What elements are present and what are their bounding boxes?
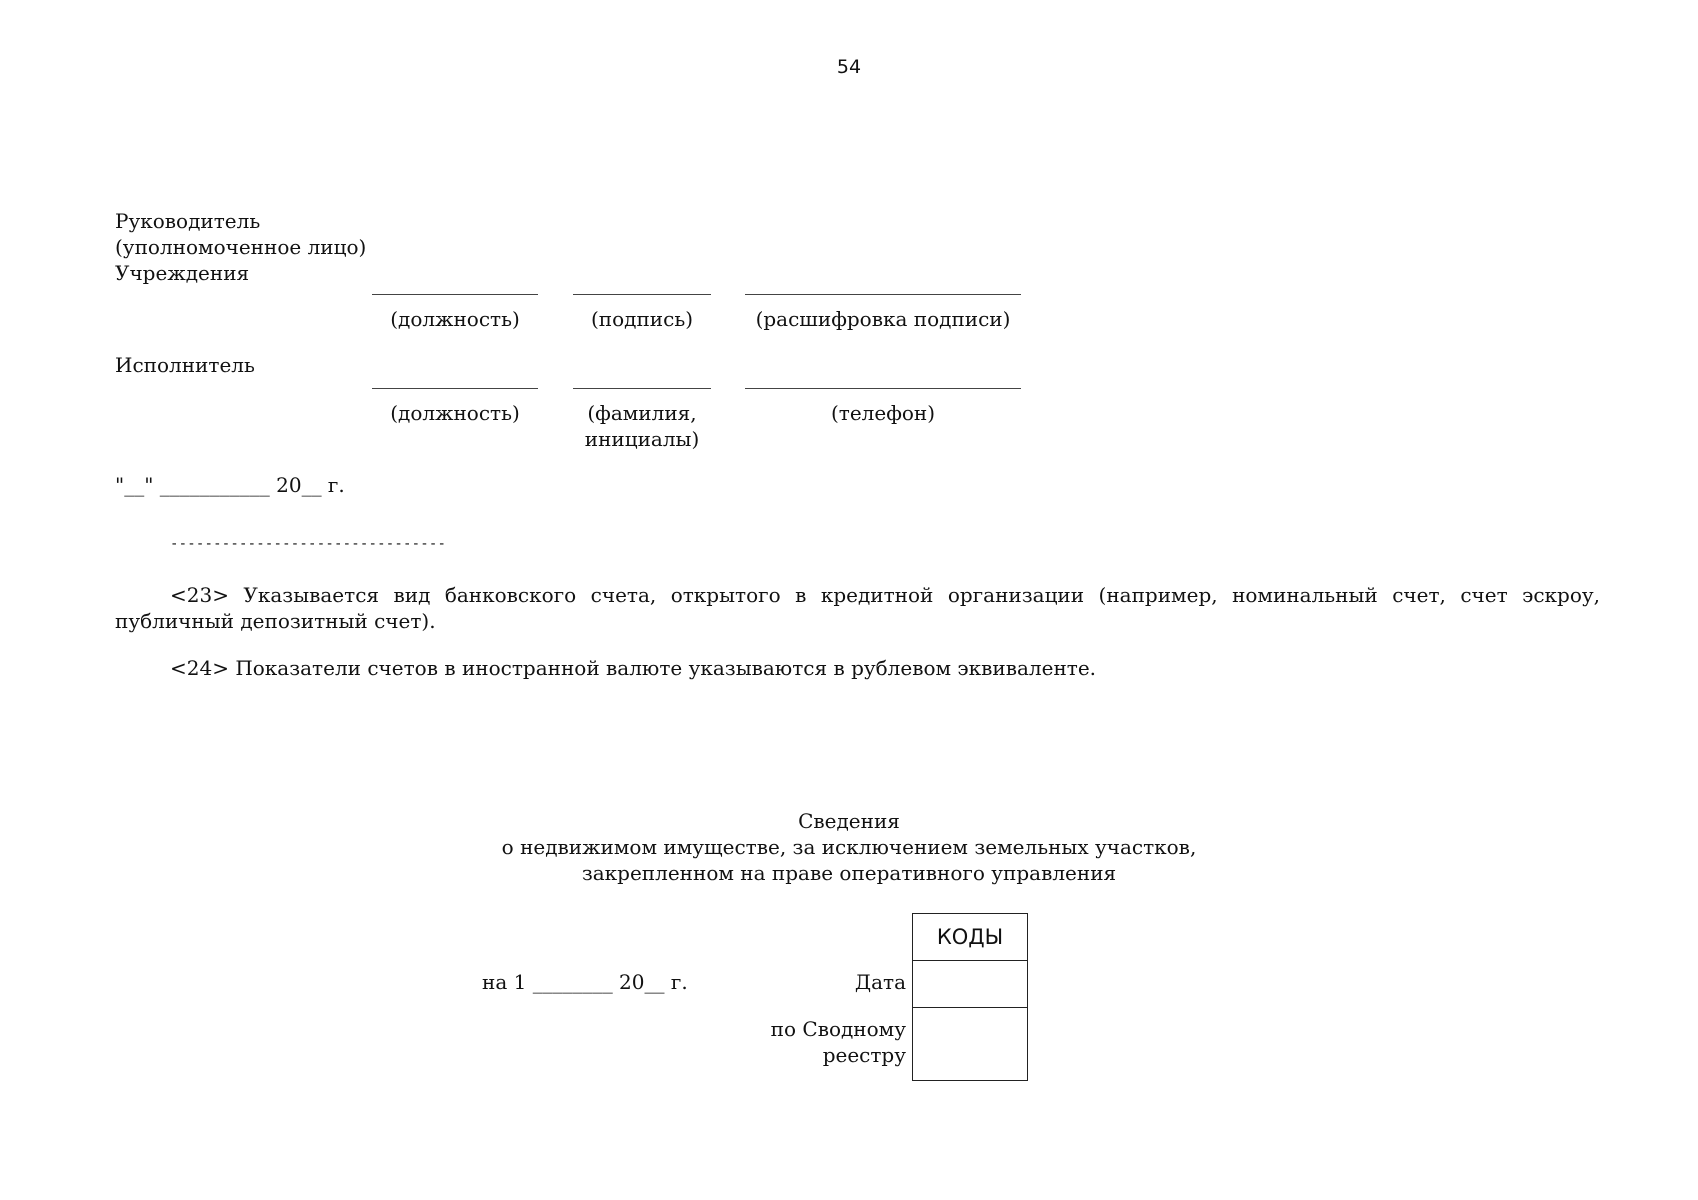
form-title — [0, 808, 1698, 886]
head-position-line[interactable] — [372, 294, 538, 295]
head-decoding-line[interactable] — [745, 294, 1021, 295]
registry-label-line1: по Сводному — [770, 1017, 906, 1041]
form-title-line3: закрепленном на праве оперативного управления — [581, 861, 1117, 885]
form-as-of-date: на 1 ________ 20__ г. — [482, 970, 688, 994]
executor-caption-name — [573, 400, 711, 452]
head-label-line1: Руководитель — [115, 209, 261, 233]
executor-phone-line[interactable] — [745, 388, 1021, 389]
form-title-line1: Сведения — [798, 809, 900, 833]
executor-caption-name-line1: (фамилия, — [587, 401, 697, 425]
head-label-line3: Учреждения — [115, 261, 250, 285]
executor-label: Исполнитель — [115, 353, 255, 377]
head-signature-line[interactable] — [573, 294, 711, 295]
executor-caption-name-line2: инициалы) — [584, 427, 700, 451]
head-label-line2: (уполномоченное лицо) — [115, 235, 367, 259]
date-code-cell[interactable] — [913, 961, 1027, 1008]
date-label: Дата — [854, 970, 906, 994]
signature-date: "__" ___________ 20__ г. — [115, 473, 345, 497]
executor-position-line[interactable] — [372, 388, 538, 389]
executor-caption-position: (должность) — [390, 401, 520, 425]
footnote-24: <24> Показатели счетов в иностранной валюте указываются в рублевом эквиваленте. — [170, 656, 1097, 680]
head-label — [115, 208, 366, 286]
codes-header: КОДЫ — [913, 914, 1027, 961]
registry-code-cell[interactable] — [913, 1008, 1027, 1080]
registry-label-line2: реестру — [822, 1043, 906, 1067]
head-caption-decoding: (расшифровка подписи) — [755, 307, 1011, 331]
head-caption-position: (должность) — [390, 307, 520, 331]
footnote-separator: -------------------------------- — [170, 536, 447, 552]
footnote-23: <23> Указывается вид банковского счета, открытого в кредитной организации (например, номинальный счет, счет эскроу, публичный депозитный счет). — [115, 583, 1600, 633]
codes-table — [912, 913, 1028, 1081]
executor-caption-phone: (телефон) — [830, 401, 936, 425]
registry-label — [700, 1016, 906, 1068]
head-caption-signature: (подпись) — [590, 307, 694, 331]
executor-name-line[interactable] — [573, 388, 711, 389]
form-title-line2: о недвижимом имуществе, за исключением земельных участков, — [501, 835, 1197, 859]
page-number: 54 — [836, 56, 862, 78]
